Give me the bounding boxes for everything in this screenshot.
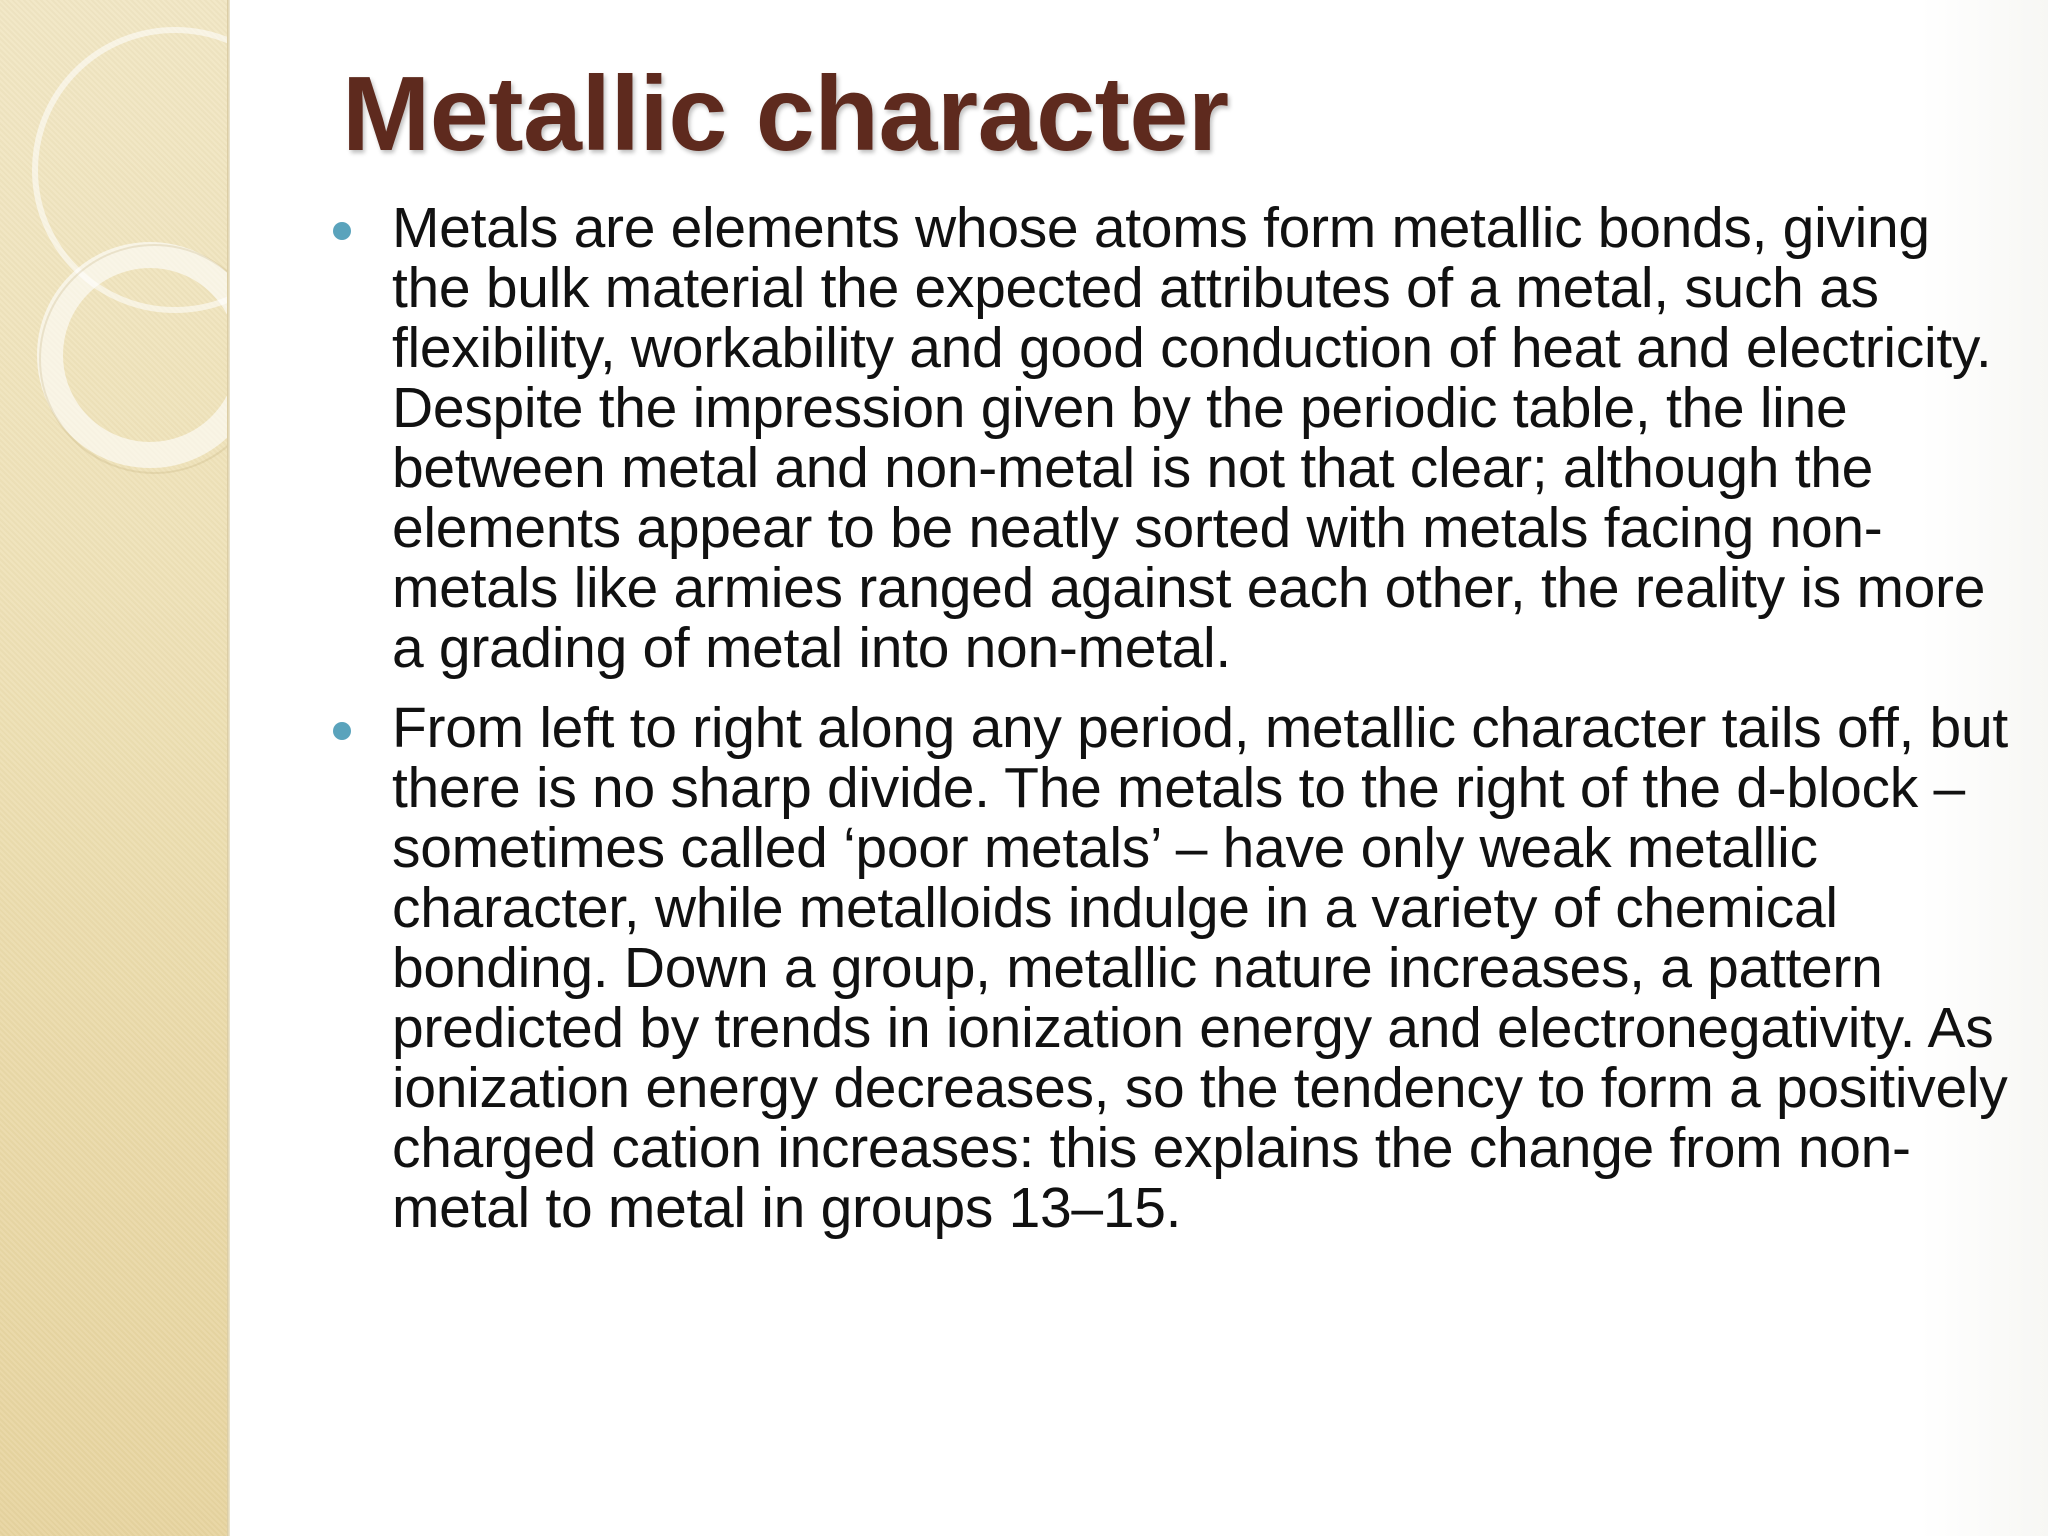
bullet-list <box>330 198 2020 1258</box>
list-item <box>330 698 2020 1238</box>
decorative-side-panel <box>0 0 227 1536</box>
side-panel-edge <box>227 0 230 1536</box>
bullet-dot-icon <box>333 722 351 740</box>
bullet-text: From left to right along any period, metallic character tails off, but there is no sharp divide. The metals to the right of the d-block – sometimes called ‘poor metals’ – have only weak metallic character, while metalloids indulge in a variety of chemical bonding. Down a group, metallic nature increases, a pattern predicted by trends in ionization energy and electronegativity. As ionization energy decreases, so the tendency to form a positively charged cation increases: this explains the change from non-metal to metal in groups 13–15. <box>392 696 2008 1240</box>
medium-ring <box>50 255 227 455</box>
slide-title: Metallic character <box>342 55 1229 173</box>
list-item <box>330 198 2020 678</box>
bullet-dot-icon <box>333 222 351 240</box>
bullet-text: Metals are elements whose atoms form metallic bonds, giving the bulk material the expected attributes of a metal, such as flexibility, workability and good conduction of heat and electricity. Despite the impression given by the periodic table, the line between metal and non-metal is not that clear; although the elements appear to be neatly sorted with metals facing non-metals like armies ranged against each other, the reality is more a grading of metal into non-metal. <box>392 196 1992 680</box>
